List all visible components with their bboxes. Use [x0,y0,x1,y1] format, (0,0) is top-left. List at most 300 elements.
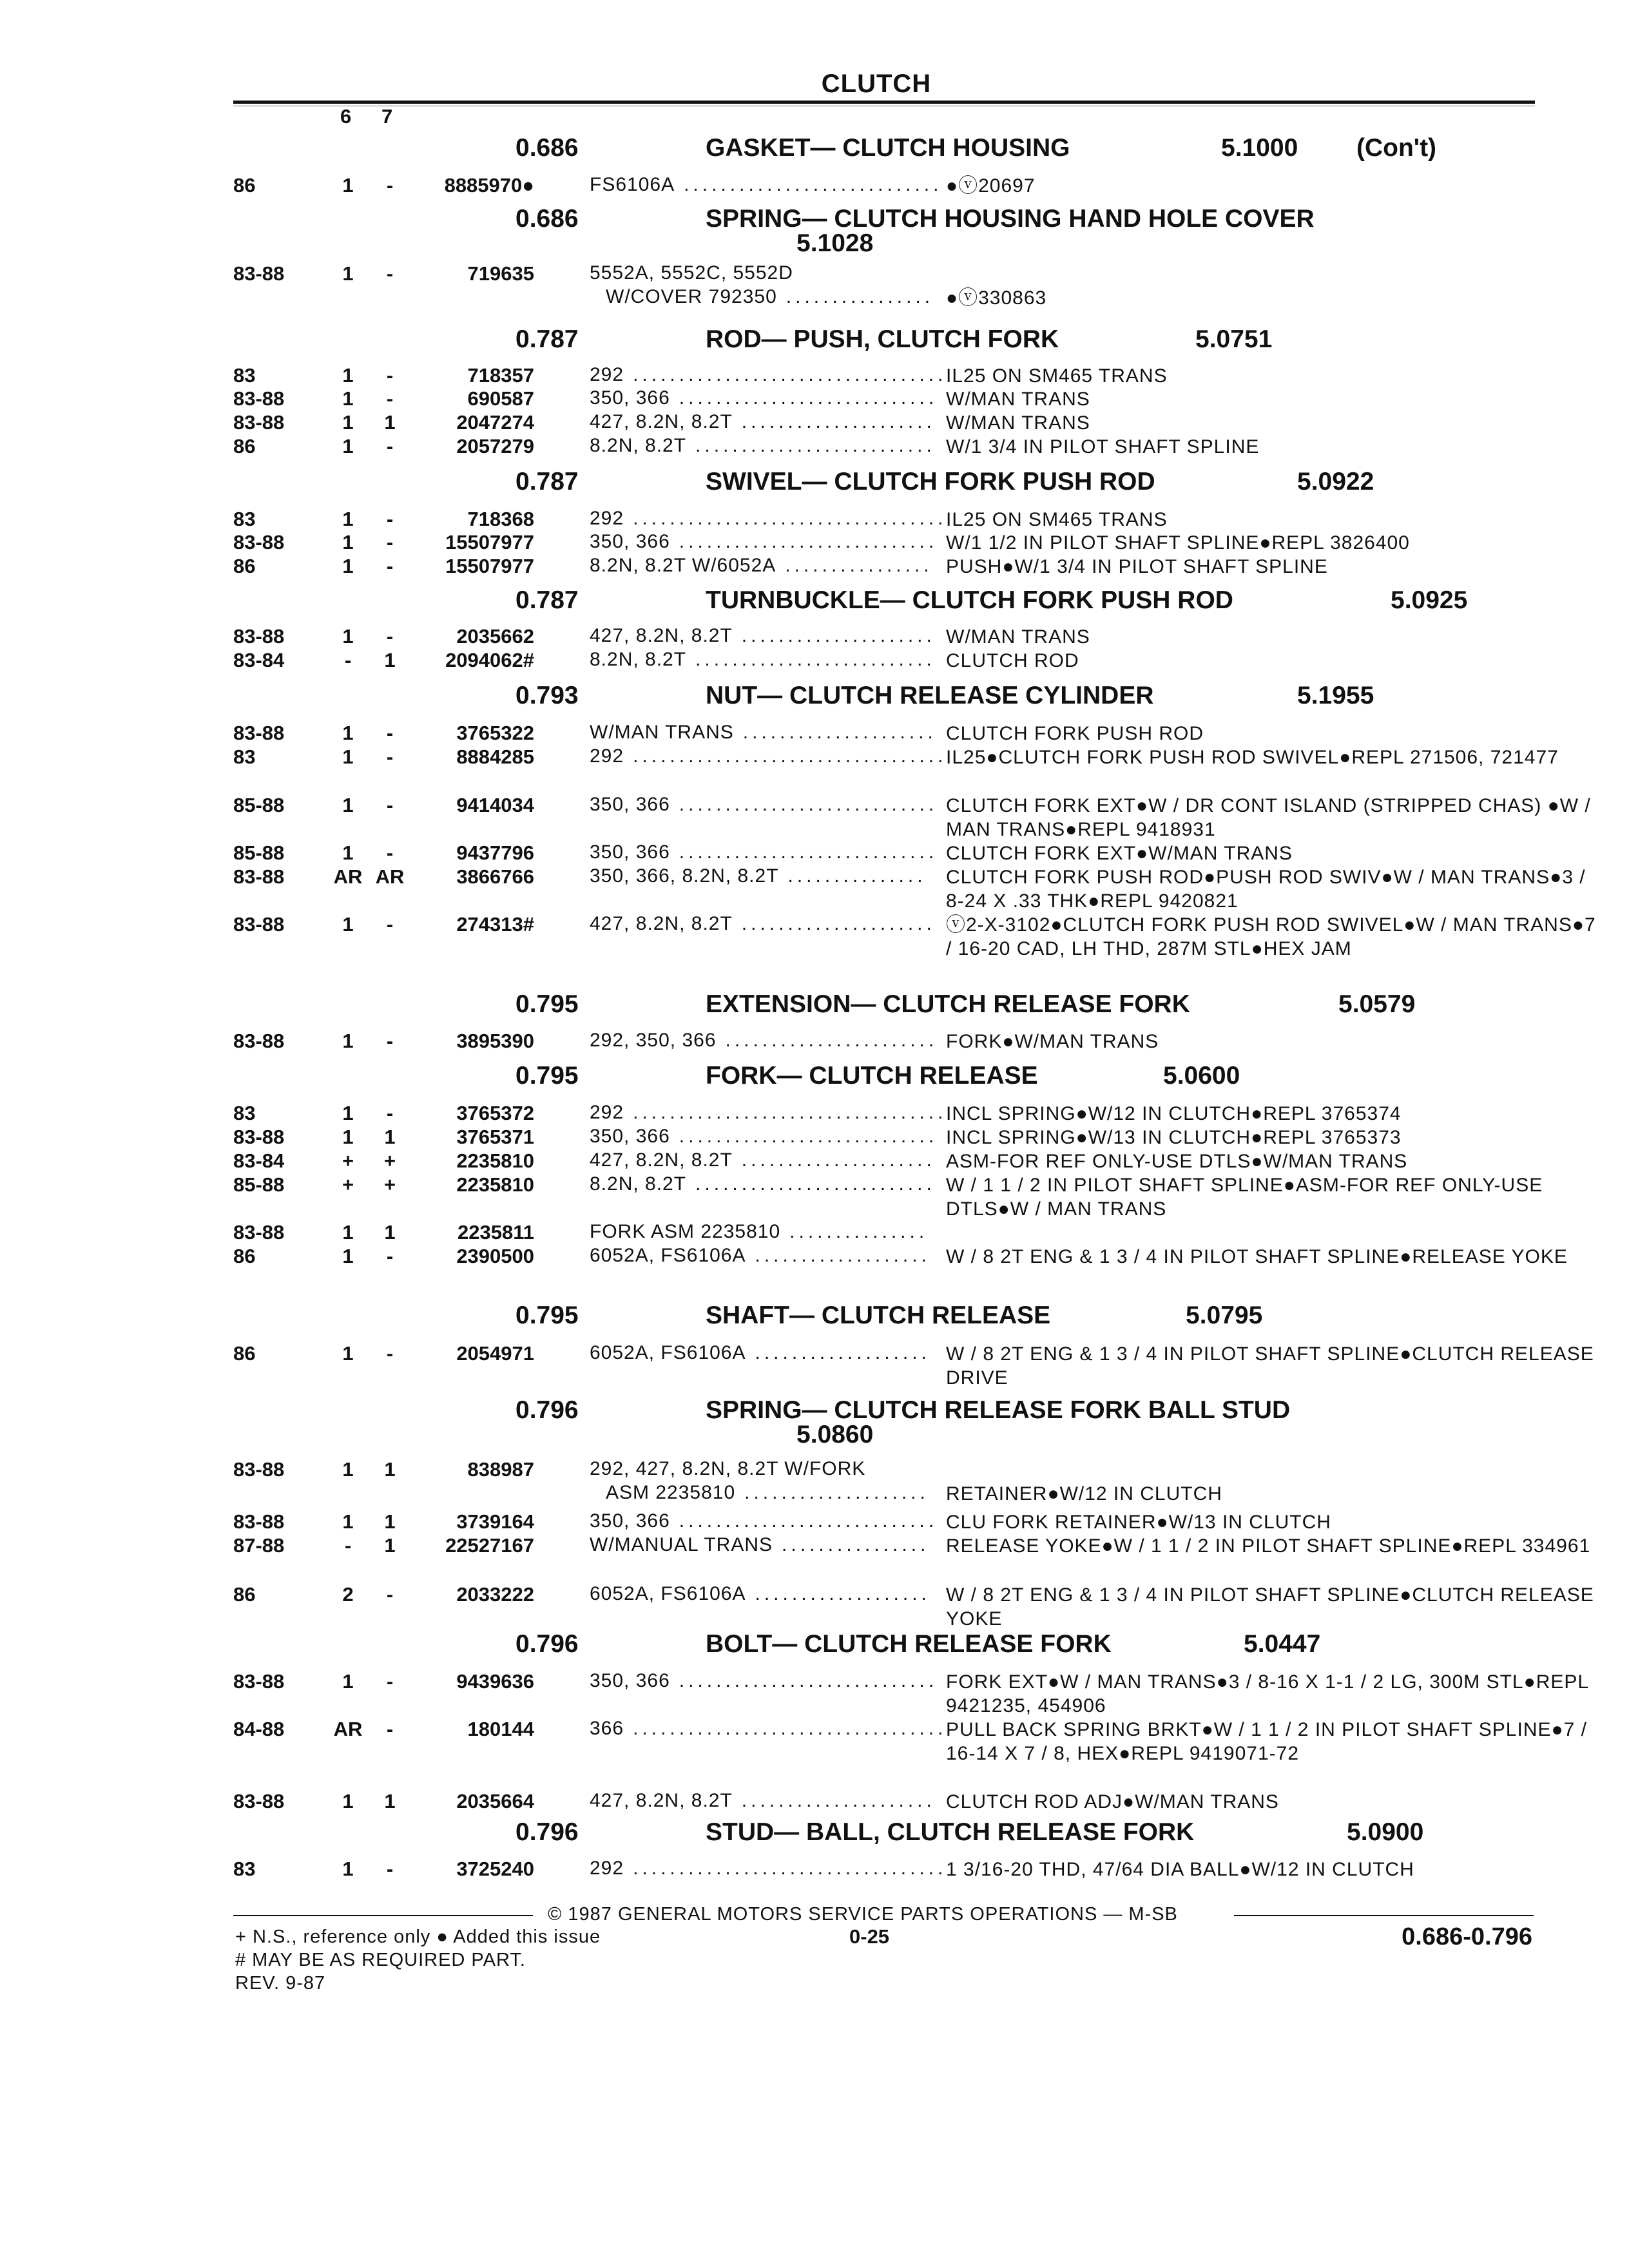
qty-col6: 1 [342,1342,354,1365]
part-number: 8885970● [444,174,534,197]
application-text: 350, 366 [590,794,670,815]
remarks: CLUTCH FORK EXT●W / DR CONT ISLAND (STRIPPED CHAS) ●W / MAN TRANS●REPL 9418931 [946,795,1591,840]
application-text: 427, 8.2N, 8.2T [590,1149,733,1171]
dot-leader: .................... [744,1482,929,1503]
model-years: 83-84 [233,1149,285,1172]
model-years: 83-88 [233,1510,285,1533]
page-number: 0-25 [849,1925,890,1948]
part-number: 2235810 [456,1149,534,1172]
column-header-7: 7 [381,105,393,128]
application-text: 292 [590,364,624,385]
continued-label: (Con't) [1356,134,1437,162]
dot-leader: ..................... [741,913,936,934]
part-number: 8884285 [456,745,534,768]
section-code: 0.795 [516,1062,579,1090]
remarks: RETAINER●W/12 IN CLUTCH [946,1483,1222,1504]
model-years: 86 [233,1583,256,1606]
part-number: 9439636 [456,1670,534,1693]
remarks: CLUTCH FORK EXT●W/MAN TRANS [946,843,1293,864]
application [590,625,936,647]
dot-leader: .................................. [633,508,947,529]
qty-col6: 1 [342,625,354,648]
section-code: 0.787 [516,325,579,353]
dot-leader: .................................. [633,1858,947,1879]
model-years: 86 [233,174,256,197]
dot-leader: ..................... [741,411,936,432]
application-text: 6052A, FS6106A [590,1342,746,1363]
application [590,387,938,409]
qty-col6: 1 [342,1510,354,1533]
application [590,722,937,744]
dot-leader: .......................... [695,1173,936,1195]
application-text: 350, 366 [590,1670,670,1691]
application-text: 292 [590,1858,624,1879]
model-years: 83-88 [233,625,285,648]
qty-col6: 1 [342,1458,354,1481]
model-years: 84-88 [233,1718,285,1740]
qty-col6: 1 [342,174,354,197]
model-years: 83-88 [233,531,285,553]
qty-col7: + [383,1149,396,1172]
qty-col6: 1 [342,794,354,816]
application [590,364,947,386]
dot-leader: ............................ [684,174,943,195]
application-text: 427, 8.2N, 8.2T [590,913,733,934]
dot-leader: ................ [782,1534,930,1555]
application [590,1718,947,1740]
qty-col6: 1 [342,1858,354,1880]
remarks: W / 8 2T ENG & 1 3 / 4 IN PILOT SHAFT SPLINE●CLUTCH RELEASE DRIVE [946,1343,1594,1389]
qty-col7: - [386,364,394,387]
qty-col7: + [383,1173,396,1196]
remarks: CLUTCH ROD ADJ●W/MAN TRANS [946,1791,1279,1812]
revision-note: REV. 9-87 [235,1973,326,1994]
section-code: 0.686 [516,205,579,233]
section-code: 0.796 [516,1630,579,1658]
dot-leader: .................................. [633,1102,947,1123]
group-number: 5.1028 [796,229,874,257]
part-number: 3866766 [456,865,534,888]
qty-col6: 1 [342,1221,354,1244]
qty-col7: - [386,1245,394,1267]
application [590,1030,938,1052]
group-number: 5.0447 [1244,1630,1321,1658]
dot-leader: .......................... [695,649,936,670]
dot-leader: ............................ [679,531,938,552]
application [590,841,938,863]
part-number: 2054971 [456,1342,534,1365]
qty-col7: - [386,435,394,457]
section-title: SPRING— CLUTCH HOUSING HAND HOLE COVER [706,205,1315,233]
qty-col6: + [342,1173,354,1196]
section-title: EXTENSION— CLUTCH RELEASE FORK [706,990,1190,1018]
dot-leader: .................................. [633,364,947,385]
group-number: 5.0600 [1163,1062,1240,1090]
application [590,865,927,887]
dot-leader: ............................ [679,1670,938,1691]
part-number: 2094062# [445,649,534,671]
application-text: 427, 8.2N, 8.2T [590,411,733,432]
dot-leader: ................ [785,555,933,576]
section-title: SHAFT— CLUTCH RELEASE [706,1302,1051,1329]
application [590,1458,865,1480]
footer-rule-right [1234,1915,1534,1916]
qty-col7: 1 [384,1790,396,1812]
remarks: W/MAN TRANS [946,412,1090,434]
dot-leader: ................ [786,286,934,307]
application-text: 8.2N, 8.2T [590,435,687,456]
remarks: PULL BACK SPRING BRKT●W / 1 1 / 2 IN PILOT SHAFT SPLINE●7 / 16-14 X 7 / 8, HEX●REPL 9419071-72 [946,1719,1587,1764]
application [590,411,936,433]
application-text: 350, 366 [590,1126,670,1147]
remarks: IL25 ON SM465 TRANS [946,365,1168,387]
part-number: 3765322 [456,722,534,744]
application-continued [606,286,934,308]
application-text: 427, 8.2N, 8.2T [590,1790,733,1811]
remarks: FORK●W/MAN TRANS [946,1031,1159,1052]
copyright-line: © 1987 GENERAL MOTORS SERVICE PARTS OPERATIONS — M-SB [548,1904,1178,1925]
group-number: 5.0795 [1186,1302,1263,1329]
application-text: W/MANUAL TRANS [590,1534,773,1555]
remarks: ●ⓥ20697 [946,175,1036,197]
qty-col7: 1 [384,1126,396,1148]
dot-leader: ....................... [725,1030,938,1051]
application-text: 350, 366, 8.2N, 8.2T [590,865,779,887]
qty-col7: - [386,1030,394,1052]
section-title: STUD— BALL, CLUTCH RELEASE FORK [706,1818,1195,1846]
dot-leader: ................... [755,1245,930,1266]
remarks: W/1 3/4 IN PILOT SHAFT SPLINE [946,436,1260,457]
application-text: 8.2N, 8.2T [590,1173,687,1195]
remarks: IL25●CLUTCH FORK PUSH ROD SWIVEL●REPL 271506, 721477 [946,747,1559,768]
remarks: INCL SPRING●W/12 IN CLUTCH●REPL 3765374 [946,1103,1402,1124]
qty-col7: - [386,913,394,936]
application-text: 292 [590,745,624,767]
model-years: 86 [233,435,256,457]
qty-col7: AR [375,865,405,888]
section-code: 0.787 [516,468,579,495]
model-years: 83-88 [233,1790,285,1812]
group-number: 5.0922 [1297,468,1374,495]
application-text: W/COVER 792350 [606,286,777,307]
part-number: 718368 [467,508,534,530]
application-text: 5552A, 5552C, 5552D [590,262,793,284]
part-number: 719635 [467,262,534,285]
dot-leader: .................................. [633,745,947,767]
qty-col7: - [386,1342,394,1365]
qty-col6: 1 [342,1790,354,1812]
dot-leader: ............................ [679,794,938,815]
part-number: 838987 [467,1458,534,1481]
qty-col6: - [344,1534,352,1557]
qty-col7: - [386,1583,394,1606]
qty-col6: 1 [342,1245,354,1267]
qty-col7: - [386,1858,394,1880]
part-number: 3725240 [456,1858,534,1880]
part-number: 2035664 [456,1790,534,1812]
model-years: 85-88 [233,794,285,816]
section-code: 0.796 [516,1396,579,1424]
qty-col7: 1 [384,1510,396,1533]
application-text: W/MAN TRANS [590,722,734,743]
qty-col7: - [386,1102,394,1124]
section-code: 0.796 [516,1818,579,1846]
qty-col6: + [342,1149,354,1172]
group-number: 5.0925 [1391,586,1468,614]
part-number: 2390500 [456,1245,534,1267]
qty-col7: 1 [384,1458,396,1481]
qty-col6: 1 [342,387,354,410]
remarks: CLUTCH FORK PUSH ROD [946,723,1204,744]
qty-col6: 1 [342,364,354,387]
model-years: 85-88 [233,841,285,864]
group-number: 5.1000 [1221,134,1298,162]
legend-note-as-required: # MAY BE AS REQUIRED PART. [235,1950,526,1970]
section-code: 0.686 [516,134,579,162]
qty-col7: - [386,174,394,197]
group-number: 5.0579 [1338,990,1416,1018]
dot-leader: ..................... [741,1790,936,1811]
application [590,1790,936,1812]
application [590,555,933,577]
remarks: W / 1 1 / 2 IN PILOT SHAFT SPLINE●ASM-FOR REF ONLY-USE DTLS●W / MAN TRANS [946,1175,1543,1220]
application [590,1534,929,1556]
model-years: 83-88 [233,1221,285,1244]
dot-leader: ................... [755,1583,930,1604]
qty-col6: 1 [342,411,354,434]
qty-col6: - [344,649,352,671]
dot-leader: ............................ [679,841,938,863]
qty-col6: 1 [342,1030,354,1052]
dot-leader: .................................. [633,1718,947,1739]
part-number: 15507977 [445,555,534,577]
model-years: 83-88 [233,1126,285,1148]
application-text: 350, 366 [590,841,670,863]
remarks: INCL SPRING●W/13 IN CLUTCH●REPL 3765373 [946,1127,1402,1148]
qty-col7: 1 [384,649,396,671]
part-number: 22527167 [445,1534,534,1557]
section-title: GASKET— CLUTCH HOUSING [706,134,1070,162]
application [590,1221,928,1243]
application-text: 6052A, FS6106A [590,1245,746,1266]
page-title: CLUTCH [821,70,932,98]
remarks: CLU FORK RETAINER●W/13 IN CLUTCH [946,1512,1331,1533]
qty-col6: 1 [342,555,354,577]
section-title: TURNBUCKLE— CLUTCH FORK PUSH ROD [706,586,1233,614]
model-years: 83 [233,1858,256,1880]
part-number: 2235811 [458,1221,534,1244]
qty-col7: - [386,262,394,285]
qty-col6: 1 [342,1670,354,1693]
application [590,1858,947,1879]
qty-col6: 1 [342,435,354,457]
application-text: ASM 2235810 [606,1482,736,1503]
section-title: SWIVEL— CLUTCH FORK PUSH ROD [706,468,1155,495]
qty-col6: 1 [342,841,354,864]
model-years: 83-88 [233,262,285,285]
dot-leader: ................... [755,1342,930,1363]
application-text: 292 [590,1102,624,1123]
application [590,913,936,935]
part-number: 718357 [467,364,534,387]
application-text: 350, 366 [590,531,670,552]
model-years: 83 [233,745,256,768]
dot-leader: ..................... [741,1149,936,1171]
application-text: 292 [590,508,624,529]
footer-rule-left [233,1915,533,1916]
qty-col7: - [386,794,394,816]
remarks: ASM-FOR REF ONLY-USE DTLS●W/MAN TRANS [946,1151,1408,1172]
model-years: 83-88 [233,1030,285,1052]
qty-col6: AR [333,865,363,888]
remarks: FORK EXT●W / MAN TRANS●3 / 8-16 X 1-1 / 2 LG, 300M STL●REPL 9421235, 454906 [946,1671,1588,1716]
application [590,649,936,671]
model-years: 86 [233,555,256,577]
application-text: 8.2N, 8.2T W/6052A [590,555,776,576]
qty-col6: 1 [342,508,354,530]
part-number: 15507977 [445,531,534,553]
model-years: 83 [233,364,256,387]
dot-leader: ............... [787,865,927,887]
group-number: 5.0900 [1347,1818,1424,1846]
model-years: 83-88 [233,387,285,410]
legend-note-ns: + N.S., reference only ● Added this issue [235,1927,601,1947]
model-years: 83-88 [233,722,285,744]
qty-col7: - [386,531,394,553]
qty-col6: 1 [342,722,354,744]
dot-leader: ............... [789,1221,929,1242]
model-years: 83 [233,1102,256,1124]
qty-col6: 2 [342,1583,354,1606]
page-range: 0.686-0.796 [1402,1923,1532,1950]
application-continued [606,1482,929,1504]
remarks: CLUTCH FORK PUSH ROD●PUSH ROD SWIV●W / MAN TRANS●3 / 8-24 X .33 THK●REPL 9420821 [946,867,1586,912]
remarks: W/MAN TRANS [946,626,1090,648]
qty-col7: - [386,841,394,864]
application [590,1126,938,1148]
remarks: ⓥ2-X-3102●CLUTCH FORK PUSH ROD SWIVEL●W / MAN TRANS●7 / 16-20 CAD, LH THD, 287M STL●HEX JAM [946,914,1596,959]
qty-col7: - [386,745,394,768]
part-number: 9437796 [456,841,534,864]
application [590,794,938,816]
remarks: W/1 1/2 IN PILOT SHAFT SPLINE●REPL 3826400 [946,532,1410,553]
application [590,262,793,284]
application-text: 350, 366 [590,387,670,408]
section-code: 0.795 [516,1302,579,1329]
model-years: 86 [233,1245,256,1267]
part-number: 2035662 [456,625,534,648]
group-number: 5.0751 [1195,325,1273,353]
section-code: 0.787 [516,586,579,614]
model-years: 83-88 [233,1670,285,1693]
section-title: BOLT— CLUTCH RELEASE FORK [706,1630,1112,1658]
part-number: 2047274 [456,411,534,434]
column-header-6: 6 [340,105,352,128]
application [590,1583,930,1605]
application-text: FS6106A [590,174,675,195]
qty-col7: 1 [384,1534,396,1557]
application-text: 6052A, FS6106A [590,1583,746,1604]
part-number: 9414034 [456,794,534,816]
section-code: 0.795 [516,990,579,1018]
model-years: 87-88 [233,1534,285,1557]
qty-col7: - [386,1670,394,1693]
qty-col7: - [386,1718,394,1740]
qty-col6: 1 [342,913,354,936]
qty-col6: AR [333,1718,363,1740]
application-text: 292, 350, 366 [590,1030,717,1051]
remarks: PUSH●W/1 3/4 IN PILOT SHAFT SPLINE [946,556,1328,577]
dot-leader: ............................ [679,1126,938,1147]
part-number: 3765372 [456,1102,534,1124]
application [590,174,942,196]
part-number: 274313# [456,913,534,936]
qty-col6: 1 [342,745,354,768]
model-years: 85-88 [233,1173,285,1196]
remarks: RELEASE YOKE●W / 1 1 / 2 IN PILOT SHAFT SPLINE●REPL 334961 [946,1535,1591,1557]
section-title: ROD— PUSH, CLUTCH FORK [706,325,1059,353]
application-text: FORK ASM 2235810 [590,1221,781,1242]
section-title: SPRING— CLUTCH RELEASE FORK BALL STUD [706,1396,1291,1424]
group-number: 5.1955 [1297,682,1374,709]
application-text: 427, 8.2N, 8.2T [590,625,733,646]
section-code: 0.793 [516,682,579,709]
application [590,1670,938,1692]
qty-col7: - [386,625,394,648]
header-rule-thick [233,101,1535,104]
application [590,1102,947,1124]
model-years: 83-88 [233,411,285,434]
qty-col6: 1 [342,1102,354,1124]
dot-leader: .......................... [695,435,936,456]
qty-col6: 1 [342,1126,354,1148]
application [590,1510,938,1532]
application [590,1245,930,1267]
remarks: IL25 ON SM465 TRANS [946,509,1168,530]
application [590,435,936,457]
qty-col7: - [386,555,394,577]
dot-leader: ............................ [679,387,938,408]
part-number: 3765371 [456,1126,534,1148]
model-years: 83-88 [233,1458,285,1481]
qty-col6: 1 [342,262,354,285]
qty-col7: - [386,387,394,410]
part-number: 180144 [467,1718,534,1740]
application-text: 8.2N, 8.2T [590,649,687,670]
remarks: W / 8 2T ENG & 1 3 / 4 IN PILOT SHAFT SPLINE●RELEASE YOKE [946,1246,1568,1267]
qty-col7: 1 [384,1221,396,1244]
application [590,1342,930,1364]
application [590,1149,936,1171]
application-text: 350, 366 [590,1510,670,1532]
qty-col7: - [386,508,394,530]
group-number: 5.0860 [796,1421,874,1448]
part-number: 2235810 [456,1173,534,1196]
remarks: W/MAN TRANS [946,389,1090,410]
dot-leader: ..................... [741,625,936,646]
part-number: 3739164 [456,1510,534,1533]
model-years: 83 [233,508,256,530]
application-text: 366 [590,1718,624,1739]
part-number: 3895390 [456,1030,534,1052]
model-years: 83-88 [233,865,285,888]
qty-col7: 1 [384,411,396,434]
application-text: 292, 427, 8.2N, 8.2T W/FORK [590,1458,866,1479]
remarks: 1 3/16-20 THD, 47/64 DIA BALL●W/12 IN CLUTCH [946,1859,1414,1880]
application [590,508,947,530]
model-years: 86 [233,1342,256,1365]
part-number: 690587 [467,387,534,410]
